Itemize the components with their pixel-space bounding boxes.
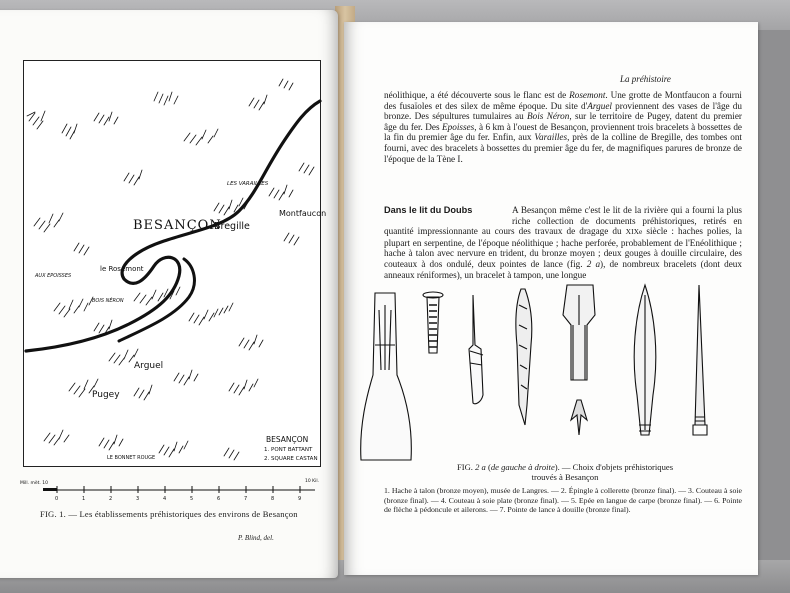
artifact-axe [361, 293, 412, 460]
map-legend-item-1: 1. PONT BATTANT [264, 447, 313, 453]
scale-tick: 2 [109, 496, 113, 502]
caption-part: de gauche à droite [490, 462, 555, 472]
artifact-knife-1 [469, 295, 483, 404]
map-label-epoisses: AUX EPOISSES [35, 273, 72, 279]
place-name-arguel: Arguel [587, 100, 612, 111]
caption-part: ). — Choix d'objets préhistoriques [554, 462, 674, 472]
artifact-socketed-object [563, 285, 595, 435]
place-name-varailles: Varailles [534, 132, 568, 143]
map-label-bois-neron: BOIS NÉRON [92, 298, 124, 304]
scale-tick: 0 [55, 496, 59, 502]
text-run: néolithique, a été découverte sous le flanc est de [384, 90, 570, 100]
figure-2-illustration [355, 285, 755, 470]
text-run: siècle : haches polies, la plupart en serpentine, de l'époque néolithique ; hache perforée, probablement de l'Enéolithique ; hache à talon avec nervure en trident, du bronze moyen ; deux gouges à douille circulaire, des couteaux à dos ondulé, deux pointes de lance (fig. [384, 226, 742, 269]
place-name-rosemont: Rosemont [569, 90, 606, 100]
text-run: . Une grotte de Montfaucon a fourni des fusaïoles et des silex de même époque. Du site d' [384, 90, 742, 111]
century-numeral: XIXe [625, 227, 643, 237]
scale-tick: 1 [82, 496, 86, 502]
scale-tick: 8 [271, 496, 275, 502]
map-label-les-varailles: LES VARAILLES [227, 181, 269, 187]
map-legend-item-2: 2. SQUARE CASTAN [264, 456, 318, 462]
relief-hachures [27, 79, 314, 460]
map-scale-bar [15, 478, 320, 508]
artifact-pin [423, 292, 443, 353]
text-run: , près de la colline de Bregille, des tombes ont fourni, avec des bracelets à bossettes du premier âge du fer, de magnifiques parures de bronze de l'époque de la Tène I. [384, 132, 742, 164]
text-run: A Besançon même c'est le lit de la rivière qui a fourni la plus riche collection de documents préhistoriques, retirés en quantité impressionnante au cours des travaux de dragage du [384, 205, 742, 237]
artifact-spearhead [634, 285, 656, 435]
place-name-epoisses: Epoisses [442, 121, 475, 132]
text-run: , à 6 km à l'ouest de Besançon, proviennent trois bracelets à bossettes de la fin du premier âge du fer. Enfin, aux [384, 121, 742, 143]
body-paragraph [384, 90, 742, 164]
figure-reference: 2 a [586, 258, 601, 269]
map-label-montfaucon: Montfaucon [279, 209, 327, 218]
text-run: , sur le territoire de Pugey, datent du premier âge du fer. Des [384, 111, 742, 132]
map-label-pugey: Pugey [92, 390, 120, 400]
text-run: proviennent des vases de l'âge du bronze. Des sépultures tumulaires au [384, 100, 742, 122]
scale-unit-label: Mill. mèt. 10 [20, 481, 48, 486]
caption-part: FIG. [456, 462, 476, 472]
map-label-arguel: Arguel [134, 361, 164, 371]
figure-1-caption: FIG. 1. — Les établissements préhistoriques des environs de Besançon [40, 509, 298, 519]
scale-tick: 6 [217, 496, 221, 502]
running-head: La préhistoire [620, 74, 671, 84]
figure-2-legend: 1. Hache à talon (bronze moyen), musée de Langres. — 2. Épingle à collerette (bronze final). — 3. Couteau à soie (bronze final). — 4. Couteau à soie plate (bronze final). — 5. Epée en langue de carpe (bronze final). — 6. Pointe de flèche à pédoncule et ailerons. — 7. Pointe de lance à douille (bronze final). [384, 486, 742, 515]
section-doubs [384, 205, 742, 280]
map-label-bregille: Bregille [214, 221, 250, 232]
caption-part: ( [485, 462, 491, 472]
map-label-bonnet-rouge: LE BONNET ROUGE [107, 455, 156, 461]
scale-end-label: 10 Kil. [305, 479, 320, 484]
artifact-knife-2 [516, 289, 532, 425]
caption-part: trouvés à Besançon [531, 472, 599, 482]
map-drawing [24, 61, 320, 466]
map-besancon [23, 60, 327, 467]
map-label-rosemont: le Rosemont [100, 265, 144, 273]
scale-tick: 5 [190, 496, 194, 502]
scale-tick: 7 [244, 496, 248, 502]
map-label-besancon: BESANÇON [133, 218, 222, 233]
place-name-bois-neron: Bois Néron [527, 111, 570, 122]
section-title: Dans le lit du Doubs [384, 205, 473, 215]
artifact-lance [693, 285, 707, 435]
figure-1-credit: P. Blind, del. [238, 534, 274, 542]
scale-tick: 3 [136, 496, 140, 502]
scale-tick: 4 [163, 496, 167, 502]
caption-part: 2 a [475, 462, 486, 472]
scale-tick: 9 [298, 496, 302, 502]
figure-2-caption [415, 462, 715, 482]
map-legend-title: BESANÇON [266, 435, 309, 444]
text-run: ), de nombreux bracelets (dont deux anneaux réniformes), un bracelet à tampon, une longue [384, 258, 742, 280]
